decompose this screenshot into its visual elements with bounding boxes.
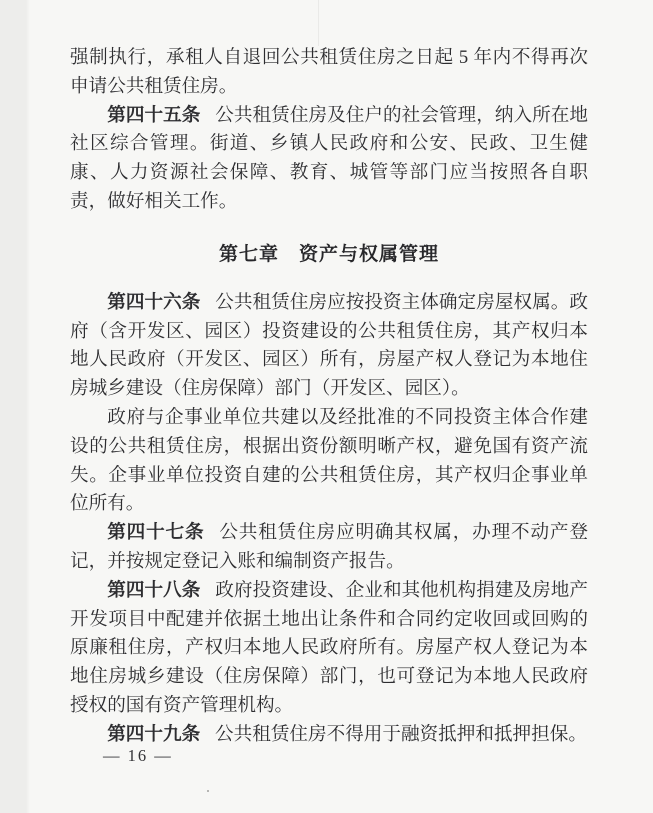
article-number: 第四十六条 (107, 291, 201, 313)
paragraph-article-46-continued (70, 404, 588, 519)
paragraph-article-47 (70, 519, 588, 577)
paragraph-article-48 (70, 577, 588, 721)
paragraph-text: 政府投资建设、企业和其他机构捐建及房地产开发项目中配建并依据土地出让条件和合同约定收回或回购的原廉租住房，产权归本地人民政府所有。房屋产权人登记为本地住房城乡建设（住房保障）部门，也可登记为本地人民政府授权的国有资产管理机构。 (70, 579, 588, 716)
paragraph-text: 公共租赁住房不得用于融资抵押和抵押担保。 (215, 723, 587, 745)
paragraph-text: 公共租赁住房应按投资主体确定房屋权属。政府（含开发区、园区）投资建设的公共租赁住房，其产权归本地人民政府（开发区、园区）所有，房屋产权人登记为本地住房城乡建设（住房保障）部门（开发区、园区）。 (70, 291, 588, 400)
paragraph-article-46 (70, 289, 588, 404)
paragraph-text: 公共租赁住房及住户的社会管理，纳入所在地社区综合管理。街道、乡镇人民政府和公安、民政、卫生健康、人力资源社会保障、教育、城管等部门应当按照各自职责，做好相关工作。 (70, 104, 588, 212)
article-number: 第四十九条 (107, 723, 201, 745)
paragraph-text: 强制执行，承租人自退回公共租赁住房之日起 5 年内不得再次申请公共租赁住房。 (70, 47, 588, 97)
article-number: 第四十五条 (107, 104, 201, 126)
scan-speckle (207, 790, 209, 792)
paragraph-text: 政府与企事业单位共建以及经批准的不同投资主体合作建设的公共租赁住房，根据出资份额明晰产权，避免国有资产流失。企事业单位投资自建的公共租赁住房，其产权归企事业单位所有。 (70, 406, 588, 515)
chapter-heading: 第七章 资产与权属管理 (218, 243, 439, 265)
article-number: 第四十八条 (107, 579, 201, 601)
page-number: — 16 — (103, 746, 173, 765)
paragraph-text: 公共租赁住房应明确其权属，办理不动产登记，并按规定登记入账和编制资产报告。 (70, 522, 588, 572)
article-number: 第四十七条 (107, 522, 205, 544)
paragraph-continuation (70, 44, 588, 102)
paragraph-article-45 (70, 102, 588, 217)
